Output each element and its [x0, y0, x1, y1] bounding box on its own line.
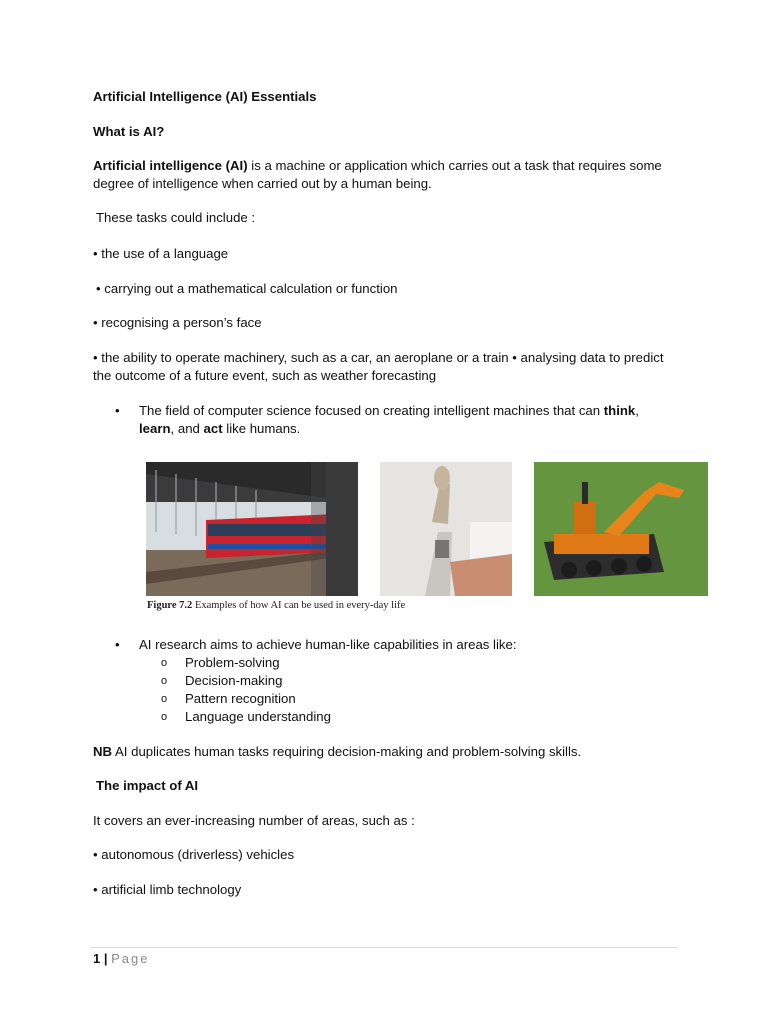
figure-caption: Figure 7.2 Examples of how AI can be used in every-day life [147, 600, 406, 611]
circle-bullet-icon: o [161, 675, 168, 687]
section-heading-what-is-ai: What is AI? [93, 124, 165, 139]
circle-bullet-icon: o [161, 693, 168, 705]
research-bullet-text: AI research aims to achieve human-like capabilities in areas like: [139, 637, 517, 652]
impact-intro: It covers an ever-increasing number of areas, such as : [93, 813, 415, 828]
page-footer: 1 | Page [93, 951, 150, 966]
robot-vehicle-photo [534, 462, 708, 596]
section-heading-impact: The impact of AI [96, 778, 199, 793]
bullet-dot-icon: • [115, 637, 120, 652]
task-item: • carrying out a mathematical calculation or function [96, 281, 398, 296]
document-title: Artificial Intelligence (AI) Essentials [93, 89, 317, 104]
circle-bullet-icon: o [161, 657, 168, 669]
field-bullet-text: The field of computer science focused on creating intelligent machines that can think, learn, and act like humans. [139, 403, 639, 436]
impact-item: • artificial limb technology [93, 882, 242, 897]
footer-divider [90, 947, 678, 948]
prosthetic-arm-photo [380, 462, 512, 596]
task-item: • recognising a person’s face [93, 315, 262, 330]
train-photo [146, 462, 358, 596]
tasks-intro: These tasks could include : [96, 210, 256, 225]
task-item: • the ability to operate machinery, such as a car, an aeroplane or a train • analysing data to predict the outcome of a future event, such as weather forecasting [93, 350, 664, 383]
circle-bullet-icon: o [161, 711, 168, 723]
impact-item: • autonomous (driverless) vehicles [93, 847, 295, 862]
nb-note: NB AI duplicates human tasks requiring decision-making and problem-solving skills. [93, 744, 582, 759]
task-item: • the use of a language [93, 246, 229, 261]
bullet-dot-icon: • [115, 403, 120, 418]
definition-paragraph: Artificial intelligence (AI) is a machine or application which carries out a task that requires some degree of intelligence when carried out by a human being. [93, 158, 662, 191]
